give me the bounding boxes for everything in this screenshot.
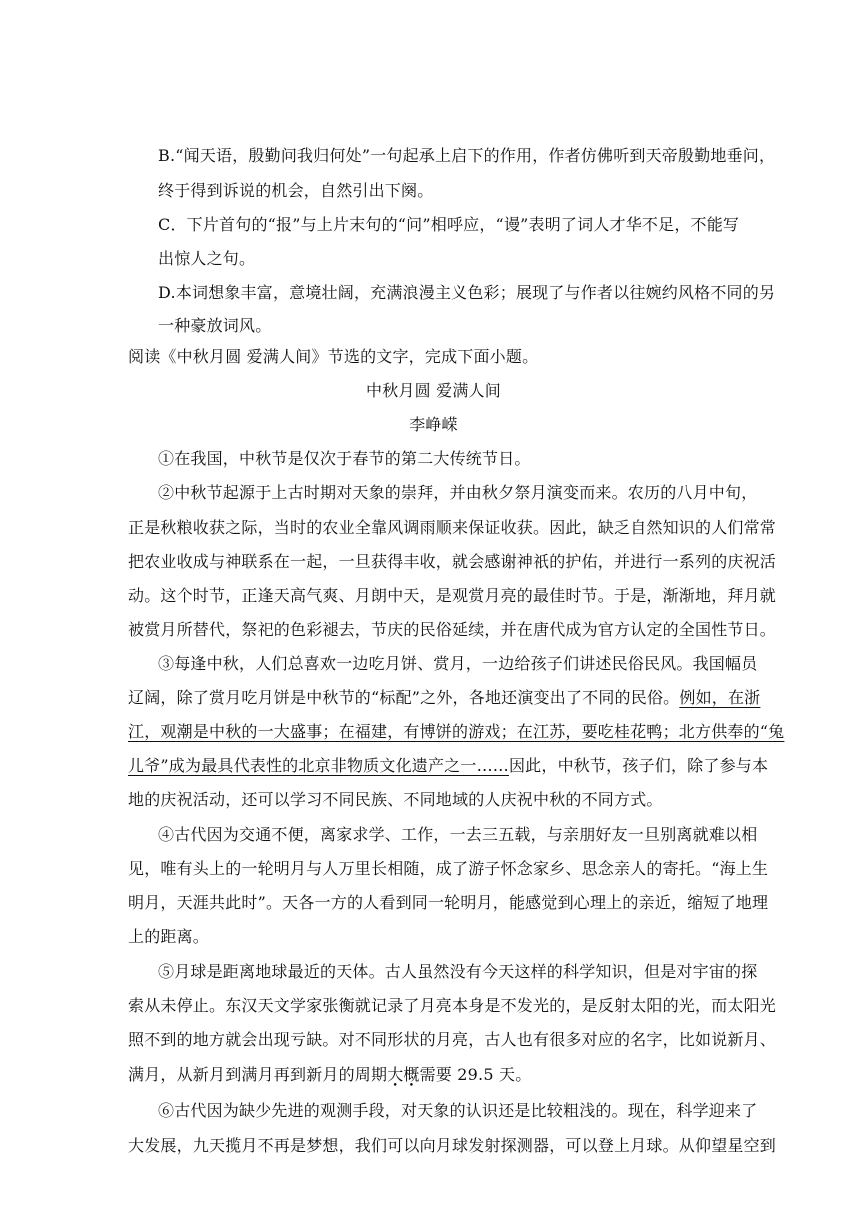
paragraph-5-line: ⑤月球是距离地球最近的天体。古人虽然没有今天这样的科学知识，但是对宇宙的探	[158, 962, 758, 981]
option-c-line1: C．下片首句的“报”与上片末句的“问”相呼应，“谩”表明了词人才华不足，不能写	[158, 215, 740, 234]
paragraph-4-line: 见，唯有头上的一轮明月与人万里长相随，成了游子怀念家乡、思念亲人的寄托。“海上生	[128, 859, 769, 878]
paragraph-5-line	[128, 1065, 531, 1085]
paragraph-3-line: ③每逢中秋，人们总喜欢一边吃月饼、赏月，一边给孩子们讲述民俗民风。我国幅员	[158, 654, 758, 673]
article-title: 中秋月圆 爱满人间	[366, 381, 501, 400]
paragraph-2-line: 被赏月所替代，祭祀的色彩褪去，节庆的民俗延续，并在唐代成为官方认定的全国性节日。	[128, 620, 777, 639]
paragraph-6-line: 大发展，九天揽月不再是梦想，我们可以向月球发射探测器，可以登上月球。从仰望星空到	[128, 1136, 777, 1155]
paragraph-5-line: 照不到的地方就会出现亏缺。对不同形状的月亮，古人也有很多对应的名字，比如说新月、	[128, 1030, 777, 1049]
emphasized-char: 概	[403, 1065, 420, 1084]
paragraph-3-line	[128, 756, 768, 776]
paragraph-5-text: 需要 29.5 天。	[419, 1065, 532, 1084]
emphasized-char: 大	[387, 1065, 404, 1084]
paragraph-3-line: 地的庆祝活动，还可以学习不同民族、不同地域的人庆祝中秋的不同方式。	[128, 790, 663, 809]
option-d-line2: 一种豪放词风。	[158, 316, 272, 335]
paragraph-3-line	[128, 688, 760, 708]
option-b-line2: 终于得到诉说的机会，自然引出下阕。	[158, 181, 434, 200]
paragraph-4-line: 上的距离。	[128, 927, 210, 946]
paragraph-2-line: ②中秋节起源于上古时期对天象的崇拜，并由秋夕祭月演变而来。农历的八月中旬，	[158, 483, 758, 502]
paragraph-5-line: 索从未停止。东汉天文学家张衡就记录了月亮本身是不发光的，是反射太阳的光，而太阳光	[128, 996, 777, 1015]
paragraph-2-line: 动。这个时节，正逢天高气爽、月朗中天，是观赏月亮的最佳时节。于是，渐渐地，拜月就	[128, 586, 777, 605]
option-c-line2: 出惊人之句。	[158, 249, 256, 268]
paragraph-4-line: 明月，天涯共此时”。天各一方的人看到同一轮明月，能感觉到心理上的亲近，缩短了地理	[128, 893, 769, 912]
underlined-example-text: 儿爷”成为最具代表性的北京非物质文化遗产之一……	[128, 756, 509, 775]
underlined-example-text: 江，观潮是中秋的一大盛事；在福建，有博饼的游戏；在江苏，要吃桂花鸭；北方供奉的“兔	[128, 722, 785, 741]
reading-instruction: 阅读《中秋月圆 爱满人间》节选的文字，完成下面小题。	[128, 347, 539, 366]
option-b-line1: B.“闻天语，殷勤问我归何处”一句起承上启下的作用，作者仿佛听到天帝殷勤地垂问，	[158, 146, 776, 165]
paragraph-5-text: 满月，从新月到满月再到新月的周期	[128, 1065, 388, 1084]
paragraph-3-text: 辽阔，除了赏月吃月饼是中秋节的“标配”之外，各地还演变出了不同的民俗。	[128, 688, 680, 707]
paragraph-3-text: 因此，中秋节，孩子们，除了参与本	[508, 756, 769, 775]
option-d-line1: D.本词想象丰富，意境壮阔，充满浪漫主义色彩；展现了与作者以往婉约风格不同的另	[158, 283, 776, 302]
paragraph-4-line: ④古代因为交通不便，离家求学、工作，一去三五载，与亲朋好友一旦别离就难以相	[158, 825, 758, 844]
article-author: 李峥嵘	[409, 415, 458, 434]
paragraph-2-line: 把农业收成与神联系在一起，一旦获得丰收，就会感谢神祇的护佑，并进行一系列的庆祝活	[128, 552, 777, 571]
paragraph-1: ①在我国，中秋节是仅次于春节的第二大传统节日。	[158, 449, 531, 468]
paragraph-6-line: ⑥古代因为缺少先进的观测手段，对天象的认识还是比较粗浅的。现在，科学迎来了	[158, 1101, 758, 1120]
paragraph-2-line: 正是秋粮收获之际，当时的农业全靠风调雨顺来保证收获。因此，缺乏自然知识的人们常常	[128, 518, 777, 537]
underlined-example-text: 例如，在浙	[679, 688, 761, 707]
